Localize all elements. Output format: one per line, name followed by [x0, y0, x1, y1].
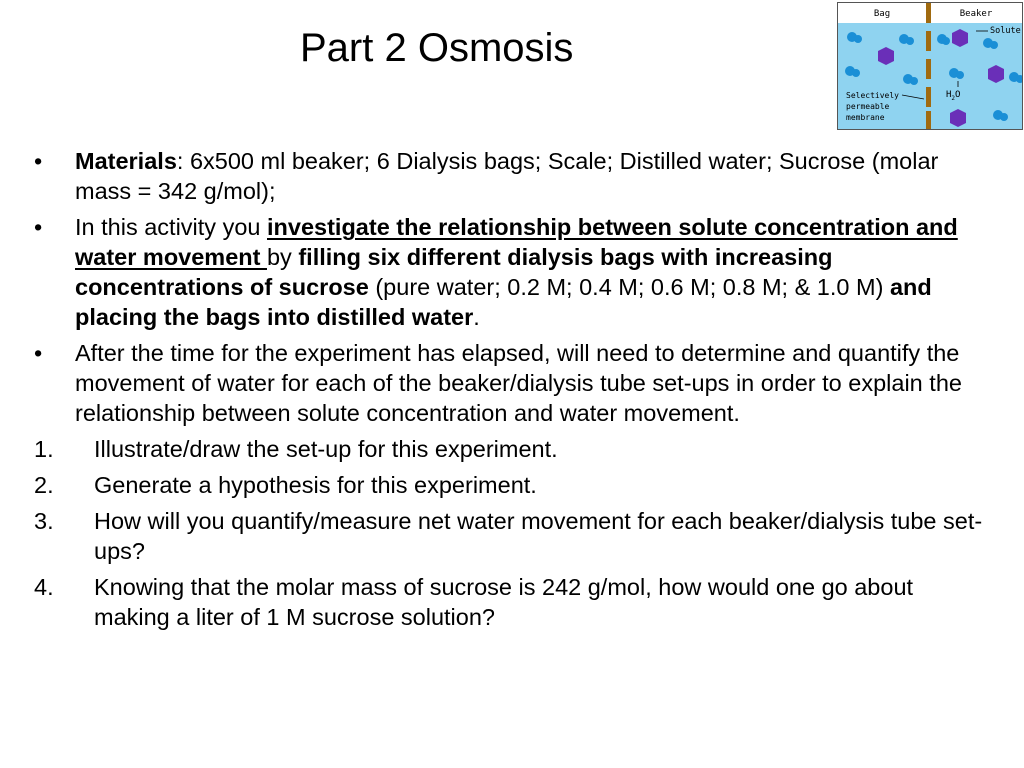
solute-label: Solute [990, 26, 1021, 36]
number-marker: 1. [34, 436, 54, 462]
activity-bold-1: filling six different dialysis bags with increasing concentrations of sucrose [75, 244, 833, 300]
bullet-marker: • [34, 148, 43, 174]
numbered-item-1 [34, 434, 984, 464]
activity-bold-2: and placing the bags into distilled water [75, 274, 932, 330]
activity-text-4: . [473, 304, 480, 330]
numbered-text: Knowing that the molar mass of sucrose is 242 g/mol, how would one go about making a liter of 1 M sucrose solution? [94, 574, 914, 630]
bullet-text: After the time for the experiment has elapsed, will need to determine and quantify the movement of water for each of the beaker/dialysis tube set-ups in order to explain the relationship between solute concentration and water movement. [75, 340, 962, 426]
bullet-text [75, 146, 984, 206]
beaker-label: Beaker [959, 9, 993, 19]
numbered-text: Generate a hypothesis for this experiment. [94, 472, 537, 498]
membrane-label-2: permeable [846, 102, 890, 111]
membrane-label-3: membrane [846, 113, 885, 122]
numbered-item-2 [34, 470, 984, 500]
activity-text-2: by [266, 244, 299, 270]
water-label: $H_2O$ [946, 90, 961, 102]
bullet-activity [34, 212, 984, 332]
number-marker: 3. [34, 508, 54, 534]
materials-label: Materials [75, 148, 177, 174]
activity-text-3: (pure water; 0.2 M; 0.4 M; 0.6 M; 0.8 M; & 1.0 M) [368, 274, 890, 300]
numbered-item-3 [34, 506, 984, 566]
materials-text: : 6x500 ml beaker; 6 Dialysis bags; Scale; Distilled water; Sucrose (molar mass = 342 g/mol); [75, 148, 939, 204]
numbered-text: How will you quantify/measure net water movement for each beaker/dialysis tube set-ups? [94, 508, 983, 564]
membrane-label-1: Selectively [846, 91, 899, 100]
number-marker: 4. [34, 574, 54, 600]
osmosis-diagram-svg [838, 3, 1023, 130]
bullet-materials [34, 146, 984, 206]
bullet-text [75, 212, 984, 332]
number-marker: 2. [34, 472, 54, 498]
slide-body [34, 146, 984, 638]
activity-text-1: In this activity you [75, 214, 267, 240]
bag-label: Bag [873, 9, 891, 19]
bullet-marker: • [34, 340, 43, 366]
slide-title: Part 2 Osmosis [300, 26, 574, 70]
numbered-item-4 [34, 572, 984, 632]
osmosis-diagram [837, 2, 1023, 130]
activity-underlined: investigate the relationship between solute concentration and water movement [75, 214, 958, 270]
numbered-text: Illustrate/draw the set-up for this experiment. [94, 436, 558, 462]
bullet-marker: • [34, 214, 43, 240]
bullet-after [34, 338, 984, 428]
